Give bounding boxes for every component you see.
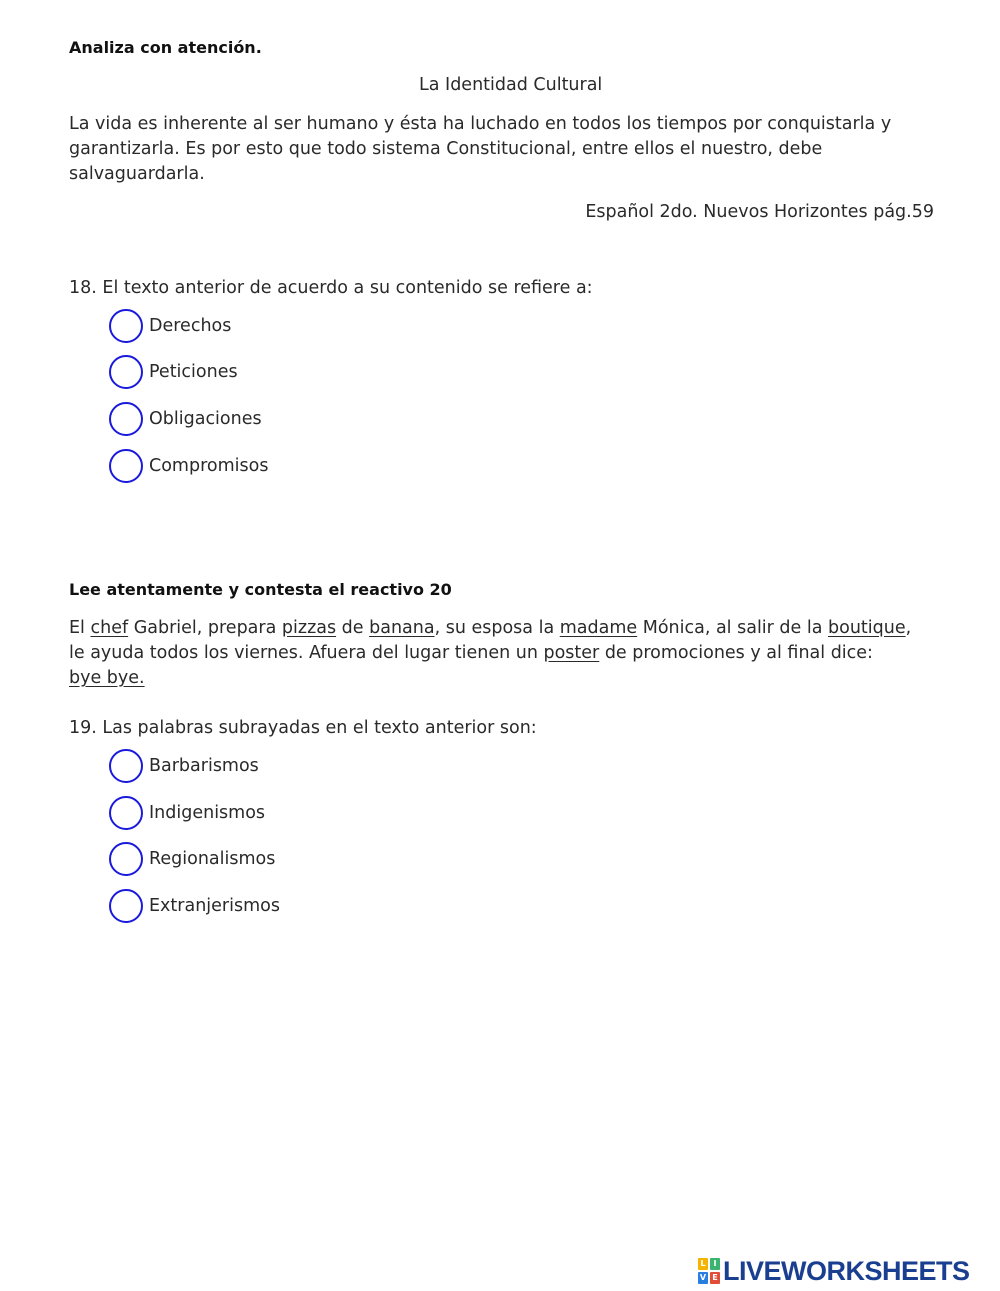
underlined-word: poster [543,643,600,663]
question-18-prompt: 18. El texto anterior de acuerdo a su contenido se refiere a: [69,278,593,298]
q19-option-regionalismos[interactable] [109,840,275,878]
paragraph-barbarismos [69,616,939,691]
option-label: Barbarismos [149,756,259,776]
question-19-prompt: 19. Las palabras subrayadas en el texto anterior son: [69,718,537,738]
underlined-word: madame [559,618,638,638]
q19-option-indigenismos[interactable] [109,794,265,832]
radio-button[interactable] [109,749,143,783]
underlined-word: bye bye. [69,668,145,688]
q18-option-derechos[interactable] [109,307,231,345]
option-label: Derechos [149,316,232,336]
source-citation: Español 2do. Nuevos Horizontes pág.59 [585,202,934,222]
option-label: Peticiones [149,362,238,382]
logo-tile: E [710,1272,720,1284]
logo-mark-icon [698,1258,720,1284]
section-heading-analiza: Analiza con atención. [69,38,262,57]
option-label: Extranjerismos [149,896,280,916]
underlined-word: pizzas [281,618,337,638]
underlined-word: banana [369,618,435,638]
underlined-word: boutique [828,618,906,638]
q18-option-peticiones[interactable] [109,353,238,391]
paragraph-line-1: El chef Gabriel, prepara pizzas de banana, su esposa la madame Mónica, al salir de la boutique, [69,618,912,638]
option-label: Indigenismos [149,803,266,823]
section-heading-lee: Lee atentamente y contesta el reactivo 20 [69,580,452,599]
q19-option-extranjerismos[interactable] [109,887,280,925]
radio-button[interactable] [109,842,143,876]
radio-button[interactable] [109,449,143,483]
logo-tile: L [698,1258,708,1270]
q18-option-obligaciones[interactable] [109,400,262,438]
option-label: Regionalismos [149,849,276,869]
option-label: Obligaciones [149,409,262,429]
q18-option-compromisos[interactable] [109,447,268,485]
radio-button[interactable] [109,402,143,436]
logo-tile: V [699,1273,707,1282]
underlined-word: chef [90,618,129,638]
radio-button[interactable] [109,355,143,389]
paragraph-line-3 [69,666,939,691]
logo-text: LIVEWORKSHEETS [723,1255,970,1286]
radio-button[interactable] [109,309,143,343]
paragraph-line-3: salvaguardarla. [69,164,205,184]
option-label: Compromisos [149,456,269,476]
radio-button[interactable] [109,889,143,923]
liveworksheets-logo [698,1257,970,1285]
radio-button[interactable] [109,796,143,830]
paragraph-line-1: La vida es inherente al ser humano y ésta ha luchado en todos los tiempos por conquistarla y [69,114,892,134]
q19-option-barbarismos[interactable] [109,747,259,785]
paragraph-line-2: le ayuda todos los viernes. Afuera del lugar tienen un poster de promociones y al final dice: [69,643,873,663]
paragraph-line-2: garantizarla. Es por esto que todo sistema Constitucional, entre ellos el nuestro, debe [69,139,823,159]
logo-tile: I [710,1258,720,1270]
text-title: La Identidad Cultural [419,75,603,95]
